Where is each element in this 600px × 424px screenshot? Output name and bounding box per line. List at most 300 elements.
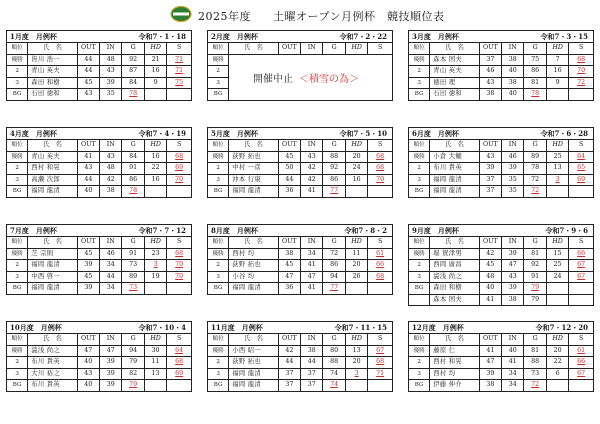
column-header: HD (144, 237, 166, 249)
column-header: G (524, 237, 546, 249)
table-row (208, 163, 393, 175)
g-cell: 72 (524, 186, 546, 198)
name-cell: 布川 貴英 (28, 380, 77, 392)
g-cell: 92 (122, 54, 144, 66)
hd-cell (546, 186, 568, 198)
in-cell: 48 (100, 163, 122, 175)
event-date: 令和7・10・4 (138, 322, 186, 332)
hd-cell (345, 283, 367, 295)
table-row (409, 357, 594, 369)
hd-cell (144, 380, 166, 392)
name-cell: 石田 徳和 (430, 89, 479, 101)
s-cell: 68 (368, 357, 393, 369)
name-cell: 芝 宗則 (28, 248, 77, 260)
title-text: 土曜オープン月例杯 競技順位表 (273, 10, 445, 23)
g-cell: 86 (122, 174, 144, 186)
column-header: OUT (77, 237, 99, 249)
g-cell: 81 (524, 345, 546, 357)
column-header: 氏 名 (229, 334, 278, 346)
name-cell: 福岡 龍清 (430, 174, 479, 186)
rank-cell: 3 (7, 271, 28, 283)
table-row (7, 283, 192, 295)
in-cell: 39 (100, 368, 122, 380)
out-cell: 41 (479, 294, 501, 306)
out-cell: 45 (479, 260, 501, 272)
column-header: G (122, 237, 144, 249)
column-header-row (409, 140, 594, 152)
column-header: 氏 名 (430, 237, 479, 249)
column-header: HD (144, 334, 166, 346)
rank-cell: 2 (409, 66, 430, 78)
g-cell: 82 (122, 368, 144, 380)
in-cell: 35 (100, 89, 122, 101)
s-cell (167, 380, 192, 392)
column-header: G (122, 334, 144, 346)
hd-cell: 20 (345, 260, 367, 272)
rank-cell: 2 (208, 357, 229, 369)
in-cell: 35 (502, 186, 524, 198)
table-row (7, 66, 192, 78)
s-cell: 65 (569, 163, 594, 175)
rank-cell: 優勝 (208, 248, 229, 260)
s-cell: 66 (569, 357, 594, 369)
in-cell: 43 (100, 66, 122, 78)
g-cell: 75 (524, 54, 546, 66)
month-label: 2月度 月例杯 (211, 31, 258, 41)
g-cell: 74 (323, 380, 345, 392)
month-label: 8月度 月例杯 (211, 225, 258, 235)
rank-cell: BG (208, 89, 229, 101)
column-header: S (569, 334, 594, 346)
column-header: 順位 (7, 334, 28, 346)
column-header: G (524, 334, 546, 346)
s-cell: 69 (167, 163, 192, 175)
s-cell (569, 283, 594, 295)
column-header: S (569, 43, 594, 55)
g-cell: 86 (323, 260, 345, 272)
name-cell: 中村 一彦 (229, 163, 278, 175)
column-header: HD (345, 237, 367, 249)
out-cell: 41 (77, 151, 99, 163)
rank-cell: 2 (7, 357, 28, 369)
name-cell: 荻野 拓也 (229, 357, 278, 369)
hd-cell: 22 (546, 357, 568, 369)
table-row (7, 163, 192, 175)
month-result-block (408, 224, 594, 306)
in-cell: 37 (301, 368, 323, 380)
out-cell: 39 (77, 283, 99, 295)
column-header: OUT (479, 334, 501, 346)
in-cell: 34 (100, 260, 122, 272)
hd-cell: 7 (546, 54, 568, 66)
g-cell: 88 (323, 151, 345, 163)
hd-cell: 13 (546, 163, 568, 175)
g-cell: 79 (122, 380, 144, 392)
block-caption (7, 31, 192, 43)
column-header: S (167, 237, 192, 249)
block-caption (7, 128, 192, 140)
column-header: HD (345, 140, 367, 152)
out-cell: 45 (278, 151, 300, 163)
column-header: 氏 名 (28, 140, 77, 152)
g-cell: 81 (524, 248, 546, 260)
name-cell: 皆川 浩一 (28, 54, 77, 66)
table-row (409, 368, 594, 380)
out-cell: 37 (278, 368, 300, 380)
month-result-block (6, 321, 192, 392)
rank-cell: 2 (7, 260, 28, 272)
column-header: OUT (278, 334, 300, 346)
hd-cell (345, 186, 367, 198)
rank-cell: 2 (409, 357, 430, 369)
table-row (7, 260, 192, 272)
name-cell: 沖本 行康 (229, 174, 278, 186)
table-row (208, 271, 393, 283)
rank-cell: 3 (208, 368, 229, 380)
rank-cell: 優勝 (409, 248, 430, 260)
rank-cell: 優勝 (7, 345, 28, 357)
column-header: IN (100, 237, 122, 249)
table-row (409, 174, 594, 186)
out-cell: 45 (278, 260, 300, 272)
event-date: 令和7・11・15 (334, 322, 387, 332)
column-header: G (122, 43, 144, 55)
out-cell: 43 (77, 89, 99, 101)
rank-cell: 2 (409, 260, 430, 272)
column-header: OUT (479, 237, 501, 249)
column-header: IN (100, 334, 122, 346)
s-cell: 68 (167, 248, 192, 260)
rank-cell: BG (7, 186, 28, 198)
rank-cell: BG (409, 380, 430, 392)
in-cell: 38 (301, 345, 323, 357)
month-label: 3月度 月例杯 (412, 31, 459, 41)
s-cell: 68 (167, 357, 192, 369)
hd-cell: 16 (546, 66, 568, 78)
s-cell: 70 (167, 271, 192, 283)
results-table (408, 321, 594, 392)
column-header: 順位 (409, 140, 430, 152)
s-cell (569, 186, 594, 198)
s-cell: 70 (167, 174, 192, 186)
g-cell: 74 (323, 368, 345, 380)
hd-cell (546, 283, 568, 295)
out-cell: 37 (479, 186, 501, 198)
s-cell: 68 (368, 151, 393, 163)
rank-cell: 3 (7, 368, 28, 380)
name-cell: 福岡 龍清 (229, 368, 278, 380)
column-header: G (323, 43, 345, 55)
hd-cell: 23 (144, 248, 166, 260)
name-cell: 森本 国夫 (430, 294, 479, 306)
cancel-notice (253, 70, 359, 85)
name-cell: 青山 英夫 (430, 66, 479, 78)
table-row (208, 260, 393, 272)
hd-cell: 15 (546, 248, 568, 260)
s-cell: 75 (167, 77, 192, 89)
g-cell: 79 (524, 294, 546, 306)
column-header: G (323, 334, 345, 346)
in-cell: 37 (301, 380, 323, 392)
out-cell: 38 (479, 380, 501, 392)
column-header: 氏 名 (430, 140, 479, 152)
month-label: 1月度 月例杯 (10, 31, 57, 41)
rank-cell: BG (409, 89, 430, 101)
column-header: OUT (278, 140, 300, 152)
s-cell: 69 (569, 174, 594, 186)
s-cell: 64 (167, 345, 192, 357)
g-cell: 89 (524, 151, 546, 163)
table-row (208, 54, 393, 66)
name-cell: 布川 貴英 (430, 163, 479, 175)
hd-cell: 16 (144, 151, 166, 163)
month-label: 7月度 月例杯 (10, 225, 57, 235)
month-result-block (207, 321, 393, 392)
page-title (198, 8, 445, 24)
rank-cell: 3 (409, 174, 430, 186)
column-header: 順位 (7, 140, 28, 152)
column-header: 順位 (409, 237, 430, 249)
g-cell: 81 (524, 77, 546, 89)
title-year: 2025年度 (198, 10, 251, 23)
in-cell: 39 (100, 77, 122, 89)
rank-cell: BG (208, 283, 229, 295)
rank-cell: 2 (409, 163, 430, 175)
hd-cell: 6 (546, 368, 568, 380)
out-cell: 42 (278, 345, 300, 357)
in-cell: 39 (100, 357, 122, 369)
column-header-row (7, 140, 192, 152)
table-row (208, 283, 393, 295)
table-row (208, 174, 393, 186)
hd-cell: 20 (345, 357, 367, 369)
name-cell: 石田 徳和 (28, 89, 77, 101)
in-cell: 46 (502, 151, 524, 163)
column-header: S (368, 334, 393, 346)
month-result-block (207, 224, 393, 295)
results-table (408, 224, 594, 306)
event-date: 令和7・4・19 (138, 128, 186, 138)
block-caption (409, 225, 594, 237)
month-label: 12月度 月例杯 (412, 322, 464, 332)
s-cell (167, 283, 192, 295)
out-cell: 45 (77, 248, 99, 260)
name-cell: 森田 和樹 (430, 283, 479, 295)
s-cell: 67 (569, 368, 594, 380)
table-row (409, 271, 594, 283)
column-header: OUT (77, 334, 99, 346)
column-header: OUT (77, 43, 99, 55)
s-cell: 66 (368, 260, 393, 272)
s-cell (569, 294, 594, 306)
out-cell: 40 (77, 186, 99, 198)
rank-cell: BG (208, 186, 229, 198)
month-result-block (6, 30, 192, 101)
rank-cell: 3 (208, 271, 229, 283)
block-caption (208, 225, 393, 237)
hd-cell: 20 (546, 345, 568, 357)
in-cell: 39 (502, 248, 524, 260)
in-cell: 34 (502, 380, 524, 392)
out-cell: 40 (479, 283, 501, 295)
block-caption (7, 225, 192, 237)
name-cell: 福岡 龍清 (229, 283, 278, 295)
g-cell: 78 (524, 163, 546, 175)
table-row (7, 368, 192, 380)
column-header: G (323, 237, 345, 249)
s-cell (569, 380, 594, 392)
g-cell: 72 (524, 380, 546, 392)
results-table (408, 30, 594, 101)
month-result-block (6, 127, 192, 198)
rank-cell: BG (409, 186, 430, 198)
column-header-row (409, 334, 594, 346)
s-cell: 70 (167, 260, 192, 272)
hd-cell: 25 (546, 151, 568, 163)
event-date: 令和7・5・10 (339, 128, 387, 138)
name-cell: 西村 和晃 (28, 163, 77, 175)
month-label: 10月度 月例杯 (10, 322, 62, 332)
g-cell: 73 (122, 283, 144, 295)
month-label: 9月度 月例杯 (412, 225, 459, 235)
hd-cell (546, 380, 568, 392)
rank-cell: 2 (7, 66, 28, 78)
name-cell: 福岡 龍清 (430, 186, 479, 198)
table-row (7, 174, 192, 186)
event-date: 令和7・7・12 (138, 225, 186, 235)
hd-cell: 24 (345, 163, 367, 175)
results-table (6, 127, 192, 198)
hd-cell: 22 (144, 163, 166, 175)
in-cell: 47 (502, 260, 524, 272)
column-header: 氏 名 (28, 43, 77, 55)
name-cell: 福岡 龍清 (229, 380, 278, 392)
g-cell: 88 (524, 357, 546, 369)
table-row (7, 54, 192, 66)
column-header: G (323, 140, 345, 152)
name-cell: 福岡 龍清 (229, 186, 278, 198)
name-cell: 高瀬 次郎 (28, 174, 77, 186)
name-cell: 小西 昭一 (229, 345, 278, 357)
month-result-block (207, 127, 393, 198)
hd-cell: 13 (144, 368, 166, 380)
table-row (208, 368, 393, 380)
event-date: 令和7・2・22 (339, 31, 387, 41)
column-header: 順位 (7, 237, 28, 249)
in-cell: 39 (100, 380, 122, 392)
hd-cell: 21 (144, 54, 166, 66)
column-header: 氏 名 (28, 237, 77, 249)
column-header: HD (345, 43, 367, 55)
name-cell: 福岡 龍清 (28, 186, 77, 198)
g-cell: 88 (323, 357, 345, 369)
column-header: HD (546, 237, 568, 249)
column-header: 順位 (409, 43, 430, 55)
rank-cell: 優勝 (409, 345, 430, 357)
g-cell: 94 (323, 271, 345, 283)
rank-cell: 3 (409, 368, 430, 380)
hd-cell: 30 (144, 345, 166, 357)
in-cell: 40 (502, 345, 524, 357)
g-cell: 78 (122, 186, 144, 198)
column-header: IN (100, 140, 122, 152)
table-row (208, 186, 393, 198)
name-cell: 澁浅 尚之 (430, 271, 479, 283)
g-cell: 92 (323, 163, 345, 175)
g-cell: 92 (524, 260, 546, 272)
name-cell: 小谷 均 (229, 271, 278, 283)
g-cell: 89 (122, 271, 144, 283)
month-label: 6月度 月例杯 (412, 128, 459, 138)
rank-cell: BG (7, 89, 28, 101)
name-cell: 荻野 拓也 (229, 151, 278, 163)
column-header: OUT (479, 140, 501, 152)
out-cell: 36 (278, 283, 300, 295)
out-cell: 44 (278, 357, 300, 369)
in-cell: 34 (502, 368, 524, 380)
s-cell: 66 (569, 248, 594, 260)
s-cell: 67 (569, 271, 594, 283)
name-cell: 西村 均 (430, 368, 479, 380)
s-cell (167, 89, 192, 101)
s-cell: 61 (569, 345, 594, 357)
column-header: HD (345, 334, 367, 346)
out-cell: 43 (479, 151, 501, 163)
s-cell: 68 (368, 163, 393, 175)
g-cell: 91 (122, 248, 144, 260)
table-row (7, 248, 192, 260)
rank-cell: 優勝 (7, 248, 28, 260)
in-cell: 40 (502, 89, 524, 101)
results-table (207, 30, 393, 101)
name-cell: 澁浅 尚之 (28, 345, 77, 357)
out-cell: 44 (278, 174, 300, 186)
s-cell: 68 (368, 271, 393, 283)
column-header: OUT (479, 43, 501, 55)
month-label: 5月度 月例杯 (211, 128, 258, 138)
rank-cell: 優勝 (208, 151, 229, 163)
out-cell: 41 (479, 345, 501, 357)
hd-cell: 26 (345, 271, 367, 283)
out-cell: 45 (77, 77, 99, 89)
table-row (208, 345, 393, 357)
column-header: IN (301, 43, 323, 55)
rank-cell: 2 (7, 163, 28, 175)
hd-cell: 9 (546, 77, 568, 89)
in-cell: 48 (100, 54, 122, 66)
column-header: S (368, 237, 393, 249)
name-cell: 青山 英夫 (28, 151, 77, 163)
column-header: 順位 (208, 140, 229, 152)
g-cell: 77 (323, 186, 345, 198)
out-cell: 37 (479, 54, 501, 66)
column-header-row (208, 140, 393, 152)
rank-cell: BG (409, 283, 430, 295)
in-cell: 43 (100, 151, 122, 163)
s-cell: 64 (569, 151, 594, 163)
name-cell: 大川 裕之 (28, 368, 77, 380)
column-header: 氏 名 (430, 334, 479, 346)
column-header: HD (144, 43, 166, 55)
hd-cell: 3 (144, 260, 166, 272)
hd-cell (546, 294, 568, 306)
table-row (208, 380, 393, 392)
table-row (7, 151, 192, 163)
out-cell: 43 (479, 77, 501, 89)
hd-cell: 25 (546, 260, 568, 272)
cancel-text: 開催中止 (253, 74, 293, 85)
results-table (207, 224, 393, 295)
